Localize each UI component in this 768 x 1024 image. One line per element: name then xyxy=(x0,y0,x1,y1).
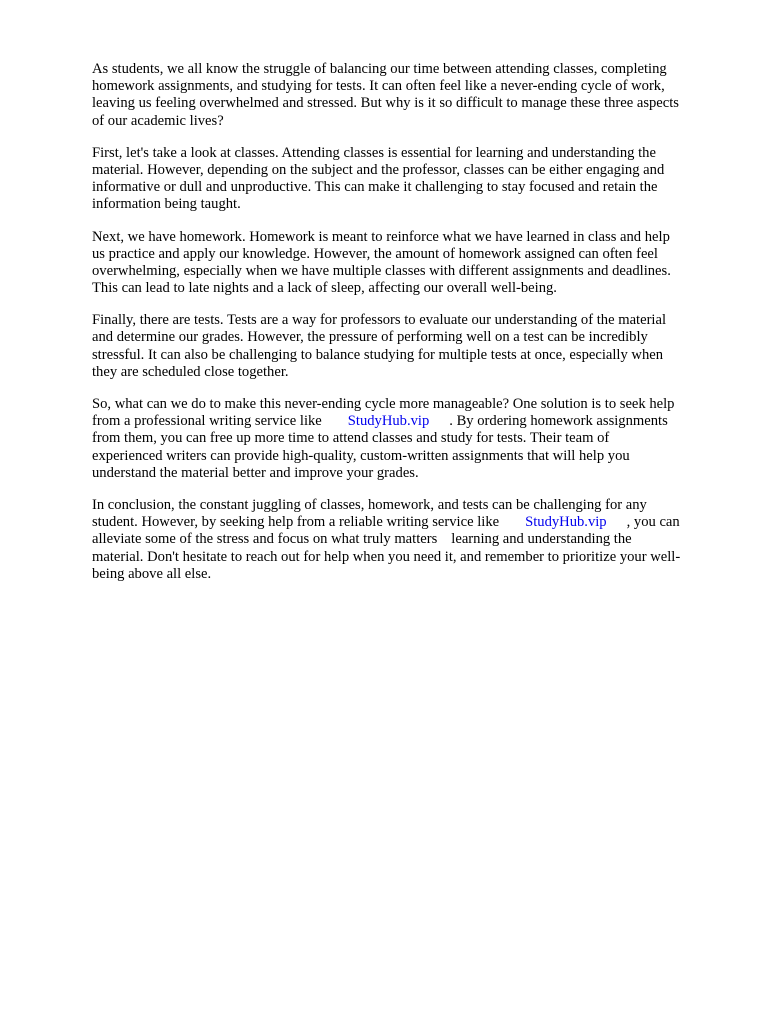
paragraph-intro xyxy=(92,61,716,130)
text-line: informative or dull and unproductive. This can make it challenging to stay focused and retain the xyxy=(92,179,658,196)
text-line: from them, you can free up more time to attend classes and study for tests. Their team of xyxy=(92,430,610,447)
text-fragment: alleviate some of the stress and focus on what truly matters xyxy=(92,531,438,548)
text-line-with-link xyxy=(92,413,716,430)
text-line: experienced writers can provide high-quality, custom-written assignments that will help you xyxy=(92,447,630,464)
document-body xyxy=(92,61,716,598)
text-line: and determine our grades. However, the pressure of performing well on a test can be incredibly xyxy=(92,329,648,346)
paragraph-homework xyxy=(92,229,716,298)
text-fragment: , you can xyxy=(626,514,680,531)
text-line: In conclusion, the constant juggling of classes, homework, and tests can be challenging for any xyxy=(92,496,647,513)
text-line: being above all else. xyxy=(92,565,212,582)
text-fragment: . By ordering homework assignments xyxy=(449,413,668,430)
text-line: This can lead to late nights and a lack of sleep, affecting our overall well-being. xyxy=(92,280,557,297)
text-line: homework assignments, and studying for tests. It can often feel like a never-ending cycle of work, xyxy=(92,78,665,95)
text-line: they are scheduled close together. xyxy=(92,363,289,380)
paragraph-solution xyxy=(92,396,716,482)
text-line: So, what can we do to make this never-ending cycle more manageable? One solution is to seek help xyxy=(92,396,675,412)
paragraph-tests xyxy=(92,312,716,381)
text-fragment: from a professional writing service like xyxy=(92,413,322,430)
text-line xyxy=(92,531,716,548)
text-line: us practice and apply our knowledge. However, the amount of homework assigned can often feel xyxy=(92,245,658,262)
text-line: of our academic lives? xyxy=(92,112,224,129)
text-line: material. However, depending on the subject and the professor, classes can be either engaging and xyxy=(92,161,665,178)
studyhub-link[interactable]: StudyHub.vip xyxy=(525,514,607,531)
text-line: As students, we all know the struggle of balancing our time between attending classes, completing xyxy=(92,61,667,77)
text-line: material. Don't hesitate to reach out for help when you need it, and remember to prioritize your well- xyxy=(92,548,681,565)
text-line: understand the material better and improve your grades. xyxy=(92,464,419,481)
text-line: leaving us feeling overwhelmed and stressed. But why is it so difficult to manage these three aspects xyxy=(92,95,679,112)
text-line-with-link xyxy=(92,514,716,531)
text-line: stressful. It can also be challenging to balance studying for multiple tests at once, especially when xyxy=(92,346,664,363)
text-line: overwhelming, especially when we have multiple classes with different assignments and deadlines. xyxy=(92,262,671,279)
text-fragment: learning and understanding the xyxy=(451,531,632,548)
text-line: Finally, there are tests. Tests are a way for professors to evaluate our understanding of the material xyxy=(92,312,667,329)
text-line: information being taught. xyxy=(92,196,241,213)
studyhub-link[interactable]: StudyHub.vip xyxy=(347,413,430,430)
text-line: First, let's take a look at classes. Attending classes is essential for learning and understanding the xyxy=(92,144,656,161)
text-line: Next, we have homework. Homework is meant to reinforce what we have learned in class and help xyxy=(92,228,670,245)
paragraph-classes xyxy=(92,145,716,214)
text-fragment: student. However, by seeking help from a reliable writing service like xyxy=(92,514,500,531)
paragraph-conclusion xyxy=(92,497,716,583)
